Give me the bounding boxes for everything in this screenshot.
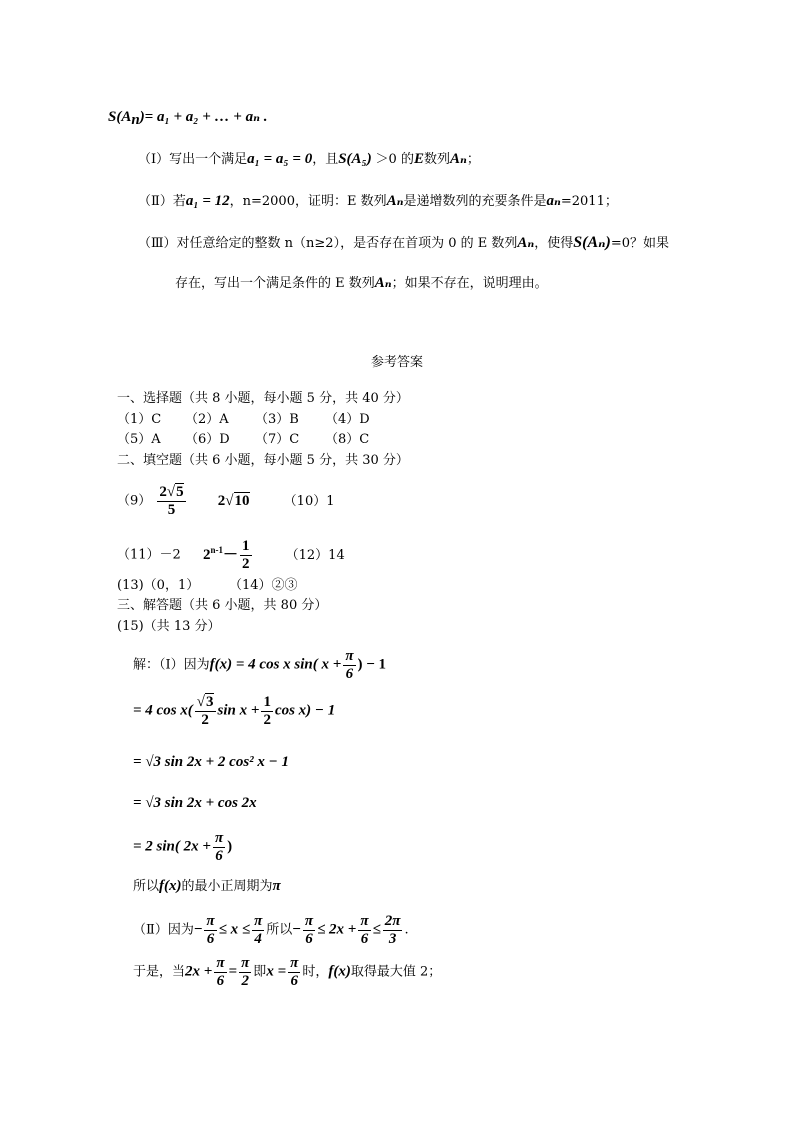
- part2-solution: （Ⅱ）因为− $\frac{\pi}{6}$ ≤ x ≤ $\frac{\pi}{4}$ 所以− $\frac{\pi}{6}$ ≤ 2x + $\frac{\pi}{6}$ ≤ $\frac{2\pi}{3}$ .: [133, 913, 409, 947]
- q13-answer: (13)（0，1）: [117, 578, 200, 593]
- period-line: 所以f(x)的最小正周期为π: [133, 878, 281, 894]
- s-def-s: S(A: [108, 109, 132, 125]
- q15-heading: (15)（共 13 分）: [117, 619, 221, 634]
- choice-6: （6）D: [185, 432, 230, 447]
- q11-answer: $2^{n-1}-$: [202, 544, 238, 563]
- choice-1: （1）C: [117, 412, 162, 427]
- choice-2: （2）A: [185, 412, 229, 427]
- q10-answer: （10）1: [283, 493, 335, 509]
- q9-answer-b: 2√10: [217, 492, 250, 509]
- fill-row-11-12: （11）－2 $2^{n-1}-$ $\frac{1}{2}$ （12）14: [117, 538, 345, 572]
- choice-8: （8）C: [325, 432, 370, 447]
- s-def-rest: )= a₁ + a₂ + … + aₙ .: [139, 109, 268, 125]
- answers-title: 参考答案: [370, 355, 423, 370]
- choice-7: （7）C: [255, 432, 300, 447]
- solution-step-2: = √3 sin 2x + 2 cos² x − 1: [133, 754, 290, 770]
- solution-step-4: = 2 sin( 2x + $\frac{\pi}{6}$ ): [133, 830, 233, 864]
- solution-step-1: = 4 cos x( $\frac{√3}{2}$ sin x + $\frac{1}{2}$ cos x) − 1: [133, 694, 336, 728]
- choice-row-2: [117, 433, 369, 446]
- part1-line: （Ⅰ）写出一个满足a₁ = a₅ = 0，且S(A₅) ＞0 的E数列Aₙ；: [138, 151, 480, 167]
- q12-answer: （12）14: [285, 547, 345, 563]
- part3-line2: 存在，写出一个满足条件的 E 数列Aₙ；如果不存在，说明理由。: [175, 275, 548, 291]
- section2-heading: 二、填空题（共 6 小题，每小题 5 分，共 30 分）: [117, 453, 409, 468]
- part3-line1: （Ⅲ）对任意给定的整数 n（n≥2），是否存在首项为 0 的 E 数列Aₙ，使得S(Aₙ)=0？如果: [138, 234, 669, 251]
- solution-step-3: = √3 sin 2x + cos 2x: [133, 795, 257, 811]
- solution-intro: 解：（Ⅰ）因为f(x) = 4 cos x sin( x + $\frac{\pi}{6}$ ) − 1: [133, 648, 387, 682]
- q9-answer-a: $\frac{2√5}{5}$: [159, 484, 184, 518]
- q14-answer: （14）②③: [229, 578, 298, 593]
- section3-heading: 三、解答题（共 6 小题，共 80 分）: [117, 598, 328, 613]
- choice-4: （4）D: [325, 412, 370, 427]
- fill-row-9-10: （9） $\frac{2√5}{5}$ 2√10 （10）1: [117, 484, 335, 518]
- section1-heading: 一、选择题（共 8 小题，每小题 5 分，共 40 分）: [117, 391, 409, 406]
- s-def-line: $S(A_n)= a_1 + a_2$ + … + aₙ .: [108, 109, 268, 128]
- choice-row-1: [117, 413, 370, 426]
- fill-row-13-14: [117, 579, 298, 592]
- part2-line: （Ⅱ）若a₁ = 12，n=2000，证明：E 数列Aₙ是递增数列的充要条件是aₙ=2011；: [138, 193, 618, 209]
- choice-5: （5）A: [117, 432, 161, 447]
- max-value-line: 于是，当2x + $\frac{\pi}{6}$ = $\frac{\pi}{2}$ 即x = $\frac{\pi}{6}$ 时，f(x)取得最大值 2；: [133, 955, 442, 989]
- choice-3: （3）B: [255, 412, 299, 427]
